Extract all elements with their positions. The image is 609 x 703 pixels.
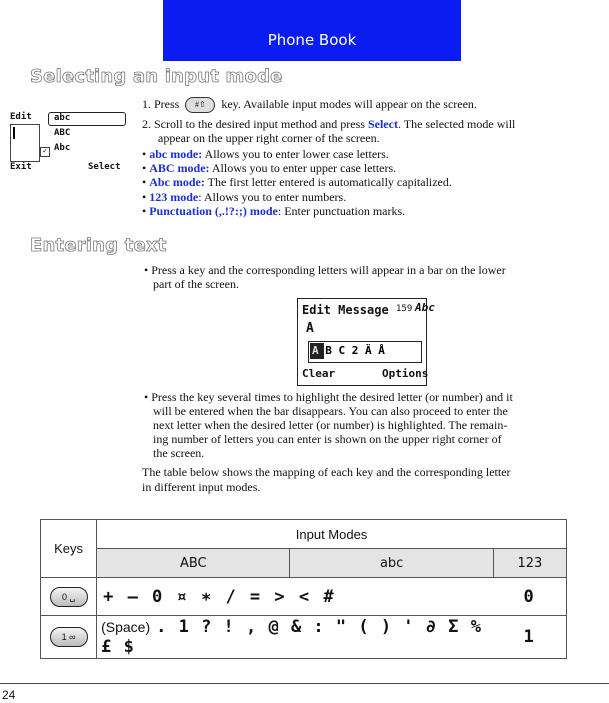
screen-title: Edit Message bbox=[302, 303, 389, 317]
letter-options: A B C 2 Ä Å bbox=[312, 344, 385, 357]
para-line2: in different input modes. bbox=[142, 480, 261, 494]
mode-option: Abc bbox=[54, 143, 71, 153]
bullet-text: : Allows you to enter numbers. bbox=[198, 190, 347, 204]
step-2-cont: appear on the upper right corner of the screen. bbox=[158, 131, 380, 145]
row-letters: + – 0 ¤ ∗ / = > < # bbox=[103, 586, 336, 607]
table-row bbox=[41, 616, 567, 659]
page-number: 24 bbox=[2, 688, 16, 702]
mode-header-123: 123 bbox=[493, 549, 566, 578]
bullet2-line5: the screen. bbox=[153, 446, 205, 460]
checkbox-icon: ✓ bbox=[40, 147, 50, 157]
mode-option: abc bbox=[54, 113, 71, 123]
row-letters: . 1 ? ! , @ & : " ( ) ' ∂ Σ % £ $ bbox=[101, 617, 482, 657]
para-line1: The table below shows the mapping of each key and the corresponding letter bbox=[142, 465, 511, 479]
key-cell bbox=[41, 578, 97, 616]
letters-cell bbox=[97, 616, 494, 659]
input-modes-header: Input Modes bbox=[97, 520, 567, 549]
section-title-entering-text: Entering text bbox=[30, 235, 167, 256]
step-2-pre: 2. Scroll to the desired input method and press bbox=[142, 117, 365, 131]
step-2 bbox=[142, 117, 515, 131]
bullet-text: Allows you to enter upper case letters. bbox=[209, 161, 397, 175]
mode-option: ABC bbox=[54, 128, 71, 138]
bullet2-line2: will be entered when the bar disappears. You can also proceed to enter the bbox=[153, 404, 508, 418]
char-count: 159 bbox=[396, 304, 413, 314]
bullet-text: Allows you to enter lower case letters. bbox=[202, 147, 389, 161]
bullet2-line1: • Press the key several times to highlight the desired letter (or number) and it bbox=[144, 390, 513, 404]
soft-key-left: Exit bbox=[10, 162, 32, 172]
bullet-label: Abc mode: bbox=[149, 175, 205, 189]
table-row bbox=[41, 578, 567, 616]
bullet-text: The first letter entered is automatically capitalized. bbox=[204, 175, 452, 189]
bullet1-line2: part of the screen. bbox=[153, 277, 239, 291]
hash-shift-key-icon: #⇧ bbox=[185, 97, 215, 113]
key-cell bbox=[41, 616, 97, 659]
step-1-pre: 1. Press bbox=[142, 97, 180, 111]
bullet-label: ABC mode: bbox=[149, 161, 210, 175]
mode-header-ABC: ABC bbox=[97, 549, 290, 578]
keys-header: Keys bbox=[41, 520, 97, 578]
key-mapping-table bbox=[40, 519, 567, 659]
step-2-post: . The selected mode will bbox=[397, 117, 516, 131]
footer-rule bbox=[0, 683, 609, 684]
step-1-post: key. Available input modes will appear on the screen. bbox=[221, 97, 477, 111]
select-label: Select bbox=[367, 117, 398, 131]
letters-cell bbox=[97, 578, 494, 616]
number-cell: 0 bbox=[493, 578, 566, 616]
number-cell: 1 bbox=[493, 616, 566, 659]
phone-screen-input-mode bbox=[8, 110, 126, 174]
bullet-punctuation: • Punctuation (,.!?:;) mode: Enter punctuation marks. bbox=[142, 204, 406, 218]
cursor bbox=[13, 127, 15, 139]
bullet1-line1: • Press a key and the corresponding letters will appear in a bar on the lower bbox=[144, 263, 506, 277]
bullet2-line3: next letter when the desired letter (or number) is highlighted. The remain- bbox=[153, 418, 508, 432]
soft-key-right: Options bbox=[382, 367, 429, 380]
soft-key-left: Clear bbox=[302, 367, 336, 380]
section-title-input-mode: Selecting an input mode bbox=[30, 66, 283, 87]
soft-key-right: Select bbox=[88, 162, 121, 172]
entered-text: A bbox=[306, 321, 314, 336]
bullet-label: Punctuation (,.!?:;) mode bbox=[149, 204, 278, 218]
mode-indicator: Abc bbox=[415, 301, 435, 314]
bullet-text: : Enter punctuation marks. bbox=[277, 204, 406, 218]
bullet-label: 123 mode bbox=[149, 190, 199, 204]
bullet2-line4: ing number of letters you can enter is shown on the upper right corner of bbox=[153, 432, 502, 446]
zero-key-icon: 0 ␣ bbox=[50, 587, 88, 607]
bullet-ABC: • ABC mode: Allows you to enter upper case letters. bbox=[142, 161, 397, 175]
step-1 bbox=[142, 97, 477, 113]
phone-screen-edit-message bbox=[297, 298, 435, 386]
space-label: (Space) bbox=[101, 619, 151, 635]
mode-header-abc: abc bbox=[290, 549, 493, 578]
bullet-Abc: • Abc mode: The first letter entered is automatically capitalized. bbox=[142, 175, 452, 189]
bullet-123: • 123 mode: Allows you to enter numbers. bbox=[142, 190, 347, 204]
header-title: Phone Book bbox=[267, 30, 357, 49]
bullet-abc: • abc mode: Allows you to enter lower case letters. bbox=[142, 147, 389, 161]
screen-title: Edit bbox=[10, 112, 32, 122]
one-key-icon: 1 ∞ bbox=[50, 627, 88, 647]
bullet-label: abc mode: bbox=[149, 147, 203, 161]
header-tab bbox=[163, 0, 461, 61]
